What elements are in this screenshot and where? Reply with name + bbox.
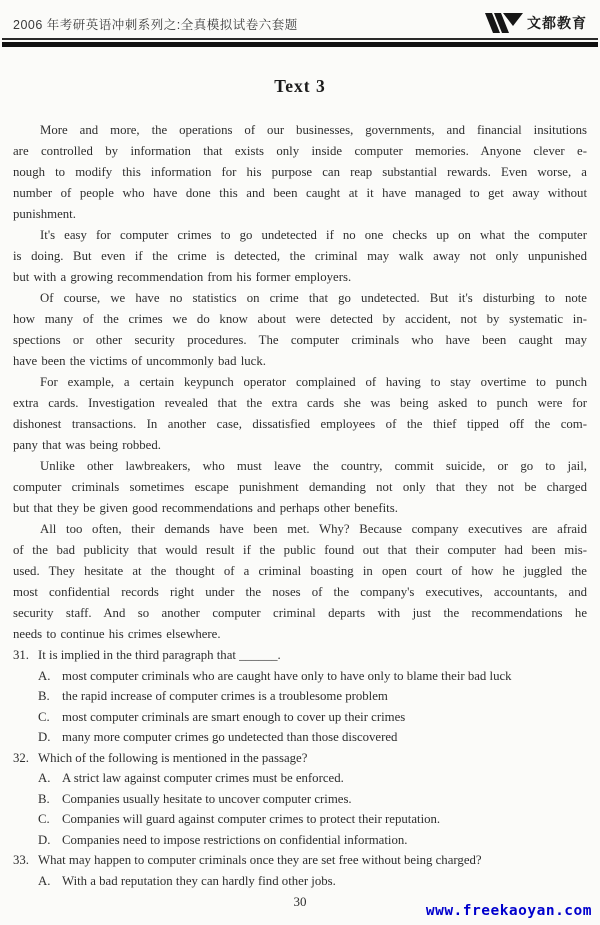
option-text: Companies usually hesitate to uncover computer crimes. [62,791,352,806]
question-stem-line [13,748,587,769]
option-row [13,789,587,810]
text-line: but that they be given good recommendations and perhaps other benefits. [13,501,398,515]
option-text: Companies will guard against computer crimes to protect their reputation. [62,812,441,826]
text-line: number of people who have done this and been caught at it have managed to get away without [13,186,587,200]
divider-thin-line [2,38,598,40]
questions-section [13,645,587,891]
option-text: A strict law against computer crimes must be enforced. [62,771,344,785]
text-line: have been the victims of uncommonly bad luck. [13,354,266,368]
brand-name: 文都教育 [527,15,587,31]
option-letter: B. [38,791,50,806]
reading-passage [13,120,587,645]
text-line: pany that was being robbed. [13,438,161,452]
wendu-logo-icon [485,13,523,33]
option-row [13,830,587,851]
text-line: used. They hesitate at the thought of a criminal boasting in open court of how he juggled the [13,564,587,578]
option-row [13,809,587,830]
option-row [13,666,587,687]
text-line: needs to continue his crimes elsewhere. [13,627,221,641]
option-letter: C. [38,812,50,826]
text-line: Of course, we have no statistics on crime that go undetected. But it's disturbing to note [40,291,587,305]
page-title: Text 3 [274,76,326,96]
text-line: nough to modify this information for his purpose can reap substantial rewards. Even worse, a [13,165,587,179]
text-line: of the bad publicity that would result if the public found out that their computer had been mis- [13,543,587,557]
option-row [13,871,587,892]
option-letter: A. [38,668,51,683]
option-text: many more computer crimes go undetected than those discovered [62,730,398,744]
text-line: but with a growing recommendation from his former employers. [13,270,352,284]
question-item [13,645,587,748]
option-text: the rapid increase of computer crimes is a troublesome problem [62,689,388,703]
option-text: Companies need to impose restrictions on confidential information. [62,832,408,847]
watermark-url: www.freekaoyan.com [425,903,592,919]
brand [485,13,587,33]
option-row [13,727,587,748]
option-letter: D. [38,730,51,744]
text-line: For example, a certain keypunch operator complained of having to stay overtime to punch [40,375,587,389]
question-stem-line [13,645,587,666]
question-stem: What may happen to computer criminals once they are set free without being charged? [38,853,482,867]
option-letter: D. [38,832,51,847]
question-stem-line [13,850,587,871]
option-text: most computer criminals are smart enough to cover up their crimes [62,709,406,724]
divider-thick-line [2,42,598,47]
page-number: 30 [293,894,307,909]
question-stem: Which of the following is mentioned in the passage? [38,750,308,765]
text-line: dishonest transactions. In another case, dissatisfied employees of the thief tipped off the com- [13,417,587,431]
text-line: computer criminals sometimes escape punishment demanding not only that they not be charged [13,480,587,494]
question-item [13,850,587,891]
text-line: extra cards. Investigation revealed that the extra cards she was being asked to punch were for [13,396,587,410]
option-text: With a bad reputation they can hardly find other jobs. [62,873,336,888]
option-letter: B. [38,689,50,703]
text-line: most confidential records right under the noses of the company's executives, accountants, and [13,585,587,599]
text-line: punishment. [13,207,76,221]
option-row [13,686,587,707]
option-letter: A. [38,771,51,785]
option-row [13,768,587,789]
header-divider [0,38,600,47]
option-letter: C. [38,709,50,724]
text-line: All too often, their demands have been met. Why? Because company executives are afraid [40,522,587,536]
page-header [0,0,600,33]
text-line: security staff. And so another computer criminal departs with just the recommendations he [13,606,587,620]
text-line: how many of the crimes we do know about were detected by accident, not by systematic in- [13,312,587,326]
question-item [13,748,587,851]
question-number: 31. [13,648,29,662]
question-number: 32. [13,750,29,765]
option-letter: A. [38,873,51,888]
text-line: spections or other security procedures. The computer criminals who have been caught may [13,333,587,347]
question-number: 33. [13,853,29,867]
text-line: It's easy for computer crimes to go undetected if no one checks up on what the computer [40,228,587,242]
text-line: is doing. But even if the crime is detected, the criminal may walk away not only unpunished [13,249,587,263]
option-text: most computer criminals who are caught have only to have only to blame their bad luck [62,668,512,683]
option-row [13,707,587,728]
question-stem: It is implied in the third paragraph that ______. [38,648,281,662]
text-line: More and more, the operations of our businesses, governments, and financial insitutions [40,123,587,137]
series-title: 2006 年考研英语冲刺系列之:全真模拟试卷六套题 [13,18,298,32]
text-line: are controlled by information that exists only inside computer memories. Anyone clever e- [13,144,587,158]
text-line: Unlike other lawbreakers, who must leave the country, commit suicide, or go to jail, [40,459,587,473]
